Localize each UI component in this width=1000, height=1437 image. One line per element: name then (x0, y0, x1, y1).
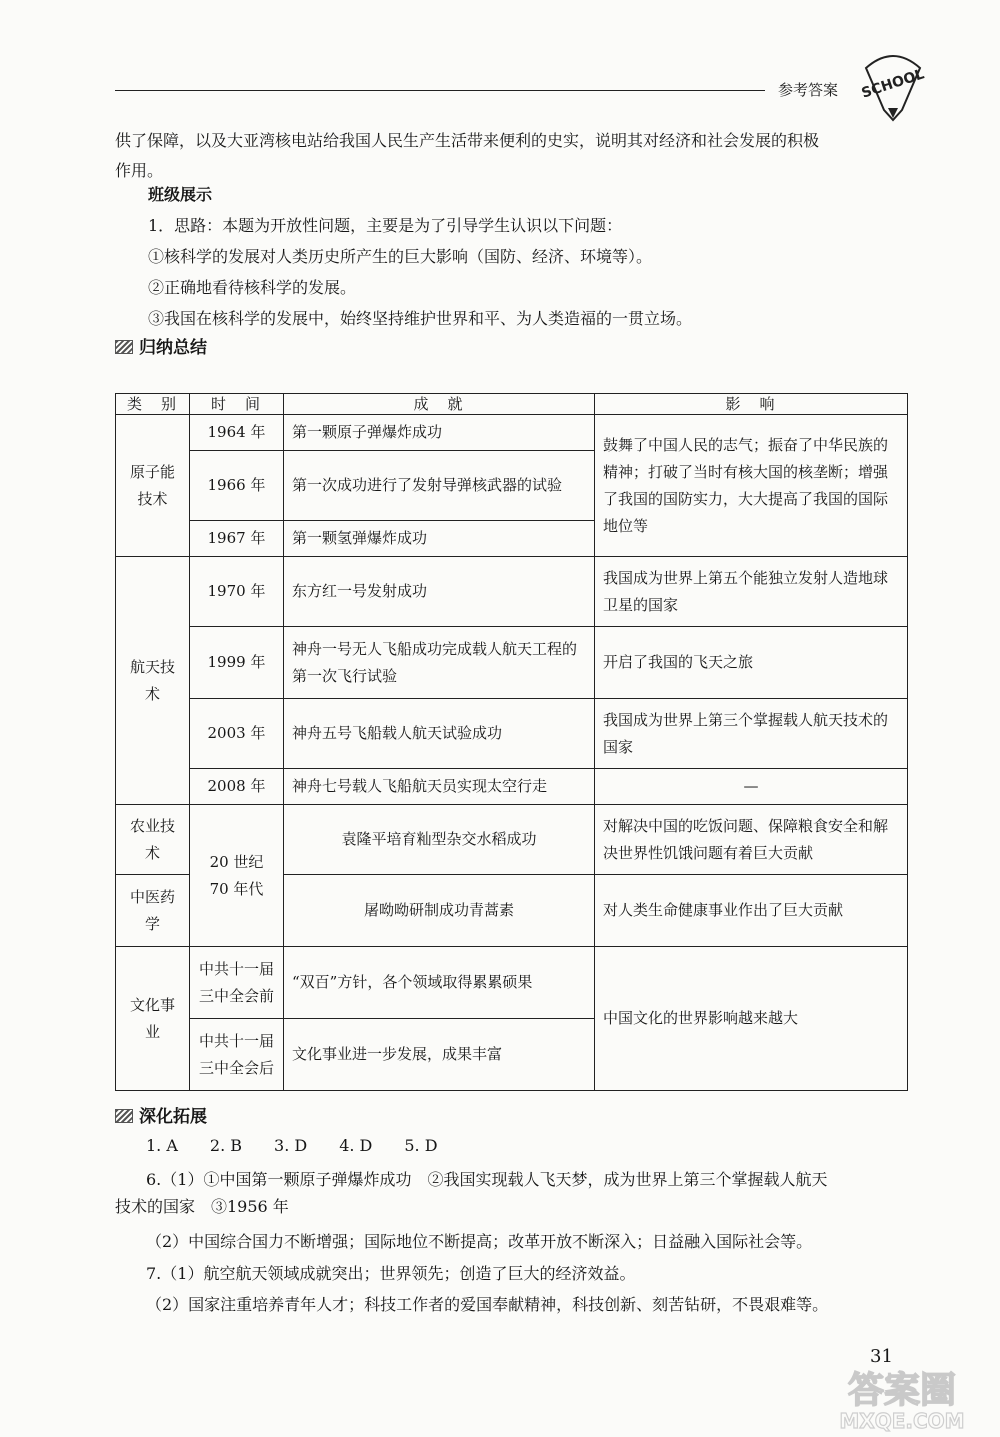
time-cell: 1964 年 (190, 415, 284, 451)
watermark-main-text: 答案圈 (847, 1370, 957, 1411)
table-row (116, 415, 908, 451)
section-hatch-icon (115, 340, 133, 354)
header-category: 类 别 (116, 394, 190, 415)
intro-line-2: 作用。 (115, 161, 164, 180)
time-cell: 1967 年 (190, 521, 284, 557)
summary-table (115, 393, 908, 1091)
header-impact: 影 响 (595, 394, 908, 415)
table-row (116, 627, 908, 699)
summary-title-text: 归纳总结 (139, 338, 207, 358)
deepen-line-5: 7.（1）航空航天领域成就突出；世界领先；创造了巨大的经济效益。 (146, 1264, 636, 1283)
school-badge-text: SCHOOL (859, 66, 927, 102)
impact-cell: 中国文化的世界影响越来越大 (595, 947, 908, 1091)
deepen-section-title (115, 1102, 207, 1127)
school-badge-icon (858, 50, 928, 122)
impact-cell: 鼓舞了中国人民的志气；振奋了中华民族的精神；打破了当时有核大国的核垄断；增强了我国的国防实力，大大提高了我国的国际地位等 (595, 415, 908, 557)
time-cell: 1966 年 (190, 451, 284, 521)
time-cell: 中共十一届三中全会前 (190, 947, 284, 1019)
watermark-logo-icon (812, 1362, 992, 1432)
deepen-line-3: 技术的国家 ③1956 年 (115, 1197, 289, 1216)
deepen-line-4: （2）中国综合国力不断增强；国际地位不断提高；改革开放不断深入；日益融入国际社会等。 (146, 1232, 813, 1251)
category-cell: 航天技术 (116, 557, 190, 805)
page-number: 31 (870, 1346, 893, 1367)
category-cell: 原子能技术 (116, 415, 190, 557)
deepen-line-1: 1. A 2. B 3. D 4. D 5. D (146, 1136, 438, 1155)
achievement-cell: 东方红一号发射成功 (284, 557, 595, 627)
time-cell: 2003 年 (190, 699, 284, 769)
achievement-cell: 神舟五号飞船载人航天试验成功 (284, 699, 595, 769)
category-cell: 农业技术 (116, 805, 190, 875)
table-row (116, 947, 908, 1019)
deepen-title-text: 深化拓展 (139, 1107, 207, 1127)
impact-cell: 我国成为世界上第五个能独立发射人造地球卫星的国家 (595, 557, 908, 627)
table-row (116, 699, 908, 769)
time-cell: 1999 年 (190, 627, 284, 699)
header-time: 时 间 (190, 394, 284, 415)
table-header-row (116, 394, 908, 415)
achievement-cell: 袁隆平培育籼型杂交水稻成功 (284, 805, 595, 875)
impact-cell: — (595, 769, 908, 805)
achievement-cell: 神舟一号无人飞船成功完成载人航天工程的第一次飞行试验 (284, 627, 595, 699)
impact-cell: 对解决中国的吃饭问题、保障粮食安全和解决世界性饥饿问题有着巨大贡献 (595, 805, 908, 875)
time-cell: 中共十一届三中全会后 (190, 1019, 284, 1091)
class-show-line-2: ①核科学的发展对人类历史所产生的巨大影响（国防、经济、环境等）。 (148, 247, 653, 266)
summary-section-title (115, 333, 207, 358)
impact-cell: 开启了我国的飞天之旅 (595, 627, 908, 699)
achievement-cell: 文化事业进一步发展，成果丰富 (284, 1019, 595, 1091)
section-hatch-icon (115, 1109, 133, 1123)
watermark-sub-text: MXQE.COM (839, 1409, 965, 1432)
category-cell: 文化事业 (116, 947, 190, 1091)
class-show-line-1: 1．思路：本题为开放性问题，主要是为了引导学生认识以下问题： (148, 216, 623, 235)
achievement-cell: 第一颗氢弹爆炸成功 (284, 521, 595, 557)
achievement-cell: “双百”方针，各个领域取得累累硕果 (284, 947, 595, 1019)
achievement-cell: 第一颗原子弹爆炸成功 (284, 415, 595, 451)
class-show-title: 班级展示 (148, 185, 213, 204)
intro-line-1: 供了保障，以及大亚湾核电站给我国人民生产生活带来便利的史实，说明其对经济和社会发展的积极 (115, 131, 820, 150)
time-cell: 2008 年 (190, 769, 284, 805)
deepen-line-2: 6.（1）①中国第一颗原子弹爆炸成功 ②我国实现载人飞天梦，成为世界上第三个掌握载人航天 (146, 1170, 828, 1189)
achievement-cell: 神舟七号载人飞船航天员实现太空行走 (284, 769, 595, 805)
table-row (116, 557, 908, 627)
header-rule (115, 90, 765, 91)
deepen-line-6: （2）国家注重培养青年人才；科技工作者的爱国奉献精神，科技创新、刻苦钻研，不畏艰难等。 (146, 1295, 829, 1314)
class-show-line-4: ③我国在核科学的发展中，始终坚持维护世界和平、为人类造福的一贯立场。 (148, 309, 693, 328)
achievement-cell: 屠呦呦研制成功青蒿素 (284, 875, 595, 947)
achievement-cell: 第一次成功进行了发射导弹核武器的试验 (284, 451, 595, 521)
time-cell: 1970 年 (190, 557, 284, 627)
category-cell: 中医药学 (116, 875, 190, 947)
impact-cell: 对人类生命健康事业作出了巨大贡献 (595, 875, 908, 947)
header-title: 参考答案 (778, 81, 839, 99)
table-row (116, 769, 908, 805)
impact-cell: 我国成为世界上第三个掌握载人航天技术的国家 (595, 699, 908, 769)
class-show-line-3: ②正确地看待核科学的发展。 (148, 278, 357, 297)
time-cell: 20 世纪 70 年代 (190, 805, 284, 947)
header-achievement: 成 就 (284, 394, 595, 415)
table-row (116, 805, 908, 875)
